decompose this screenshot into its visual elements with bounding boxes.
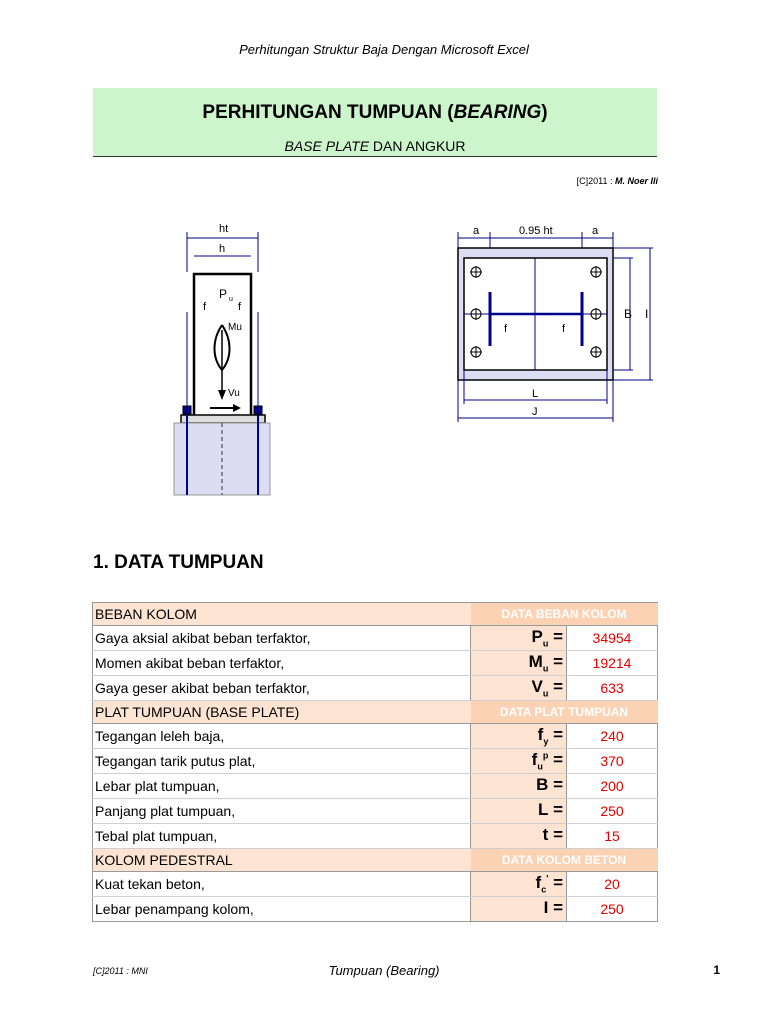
symbol-equals: = xyxy=(548,677,563,697)
symbol-superscript: p xyxy=(542,750,549,761)
row-symbol xyxy=(471,676,567,701)
row-value: 250 xyxy=(567,799,658,824)
symbol-equals: = xyxy=(548,725,563,745)
symbol-subscript: y xyxy=(543,736,549,747)
row-value: 15 xyxy=(567,824,658,849)
symbol-equals: = xyxy=(548,873,563,893)
document-header-title: Perhitungan Struktur Baja Dengan Microsoft Excel xyxy=(239,42,529,57)
footer-copyright: [C]2011 : MNI xyxy=(93,966,148,976)
row-value: 34954 xyxy=(567,626,658,651)
symbol-letter: f xyxy=(531,750,538,770)
symbol-equals: = xyxy=(548,775,563,795)
symbol-equals: = xyxy=(548,652,563,672)
row-value: 250 xyxy=(567,897,658,922)
symbol-letter: P xyxy=(531,627,543,647)
table-row xyxy=(93,799,658,824)
dim-L-label: L xyxy=(532,388,539,400)
symbol-letter: M xyxy=(528,652,543,672)
data-tumpuan-table xyxy=(92,602,658,922)
dim-I-label: I xyxy=(645,307,649,321)
row-symbol xyxy=(471,774,567,799)
row-description: Tebal plat tumpuan, xyxy=(93,824,471,849)
row-description: Panjang plat tumpuan, xyxy=(93,799,471,824)
dim-ht-label: ht xyxy=(219,223,229,235)
group-header-row xyxy=(93,603,658,626)
symbol-subscript: u xyxy=(542,688,549,699)
table-row xyxy=(93,749,658,774)
page-subtitle: BASE PLATE DAN ANGKUR xyxy=(284,138,466,154)
symbol-letter: L xyxy=(537,800,549,820)
page-title: PERHITUNGAN TUMPUAN (BEARING) xyxy=(202,102,548,123)
bearing-diagrams xyxy=(0,200,768,510)
f-left-label: f xyxy=(203,301,207,313)
table-row xyxy=(93,897,658,922)
plan-f-left-label: f xyxy=(504,323,508,335)
row-description: Gaya aksial akibat beban terfaktor, xyxy=(93,626,471,651)
symbol-equals: = xyxy=(548,825,563,845)
symbol-letter: t xyxy=(542,825,549,845)
mu-label: Mu xyxy=(228,322,242,333)
section-title: 1. DATA TUMPUAN xyxy=(93,552,264,573)
row-description: Gaya geser akibat beban terfaktor, xyxy=(93,676,471,701)
copyright-note: [C]2011 : M. Noer Ili xyxy=(576,176,658,186)
row-symbol xyxy=(471,799,567,824)
table-row xyxy=(93,676,658,701)
table-row xyxy=(93,774,658,799)
row-symbol xyxy=(471,872,567,897)
symbol-letter: B xyxy=(536,775,549,795)
row-symbol xyxy=(471,897,567,922)
title-banner xyxy=(93,88,657,157)
pu-sub-label: u xyxy=(229,296,233,303)
dim-a-right-label: a xyxy=(592,225,599,237)
row-symbol xyxy=(471,651,567,676)
symbol-letter: V xyxy=(531,677,543,697)
group-label: BEBAN KOLOM xyxy=(93,603,471,626)
table-row xyxy=(93,872,658,897)
table-row xyxy=(93,626,658,651)
group-label: PLAT TUMPUAN (BASE PLATE) xyxy=(93,701,471,724)
group-data-header: DATA KOLOM BETON xyxy=(471,849,658,872)
table-row xyxy=(93,824,658,849)
plan-f-right-label: f xyxy=(562,323,566,335)
row-symbol xyxy=(471,824,567,849)
row-value: 370 xyxy=(567,749,658,774)
group-data-header: DATA BEBAN KOLOM xyxy=(471,603,658,626)
group-header-row xyxy=(93,701,658,724)
symbol-letter: f xyxy=(537,725,544,745)
symbol-subscript: u xyxy=(537,761,543,772)
group-data-header: DATA PLAT TUMPUAN xyxy=(471,701,658,724)
row-value: 633 xyxy=(567,676,658,701)
symbol-superscript: ' xyxy=(546,873,549,884)
table-row xyxy=(93,724,658,749)
pu-label: P xyxy=(219,287,228,301)
dim-J-label: J xyxy=(532,406,538,418)
base-plate-plan-diagram xyxy=(458,232,653,422)
f-right-label: f xyxy=(238,301,242,313)
dim-a-left-label: a xyxy=(473,225,480,237)
row-value: 19214 xyxy=(567,651,658,676)
row-description: Lebar penampang kolom, xyxy=(93,897,471,922)
symbol-subscript: u xyxy=(542,663,549,674)
row-description: Lebar plat tumpuan, xyxy=(93,774,471,799)
symbol-letter: I xyxy=(543,898,549,918)
symbol-equals: = xyxy=(548,750,563,770)
symbol-letter: f xyxy=(535,873,542,893)
page-number: 1 xyxy=(713,963,720,977)
row-value: 20 xyxy=(567,872,658,897)
symbol-equals: = xyxy=(548,898,563,918)
symbol-equals: = xyxy=(548,800,563,820)
dim-B-label: B xyxy=(624,307,633,321)
row-value: 240 xyxy=(567,724,658,749)
dim-095ht-label: 0.95 ht xyxy=(519,225,553,237)
dim-h-label: h xyxy=(219,243,226,255)
row-description: Kuat tekan beton, xyxy=(93,872,471,897)
vu-label: Vu xyxy=(228,388,240,399)
footer-title: Tumpuan (Bearing) xyxy=(328,963,440,978)
symbol-equals: = xyxy=(548,627,563,647)
row-value: 200 xyxy=(567,774,658,799)
row-symbol xyxy=(471,626,567,651)
group-label: KOLOM PEDESTRAL xyxy=(93,849,471,872)
symbol-subscript: c xyxy=(541,884,547,895)
table-row xyxy=(93,651,658,676)
column-elevation-diagram xyxy=(174,232,270,495)
row-description: Momen akibat beban terfaktor, xyxy=(93,651,471,676)
row-description: Tegangan tarik putus plat, xyxy=(93,749,471,774)
row-symbol xyxy=(471,749,567,774)
group-header-row xyxy=(93,849,658,872)
symbol-subscript: u xyxy=(542,638,549,649)
row-description: Tegangan leleh baja, xyxy=(93,724,471,749)
row-symbol xyxy=(471,724,567,749)
